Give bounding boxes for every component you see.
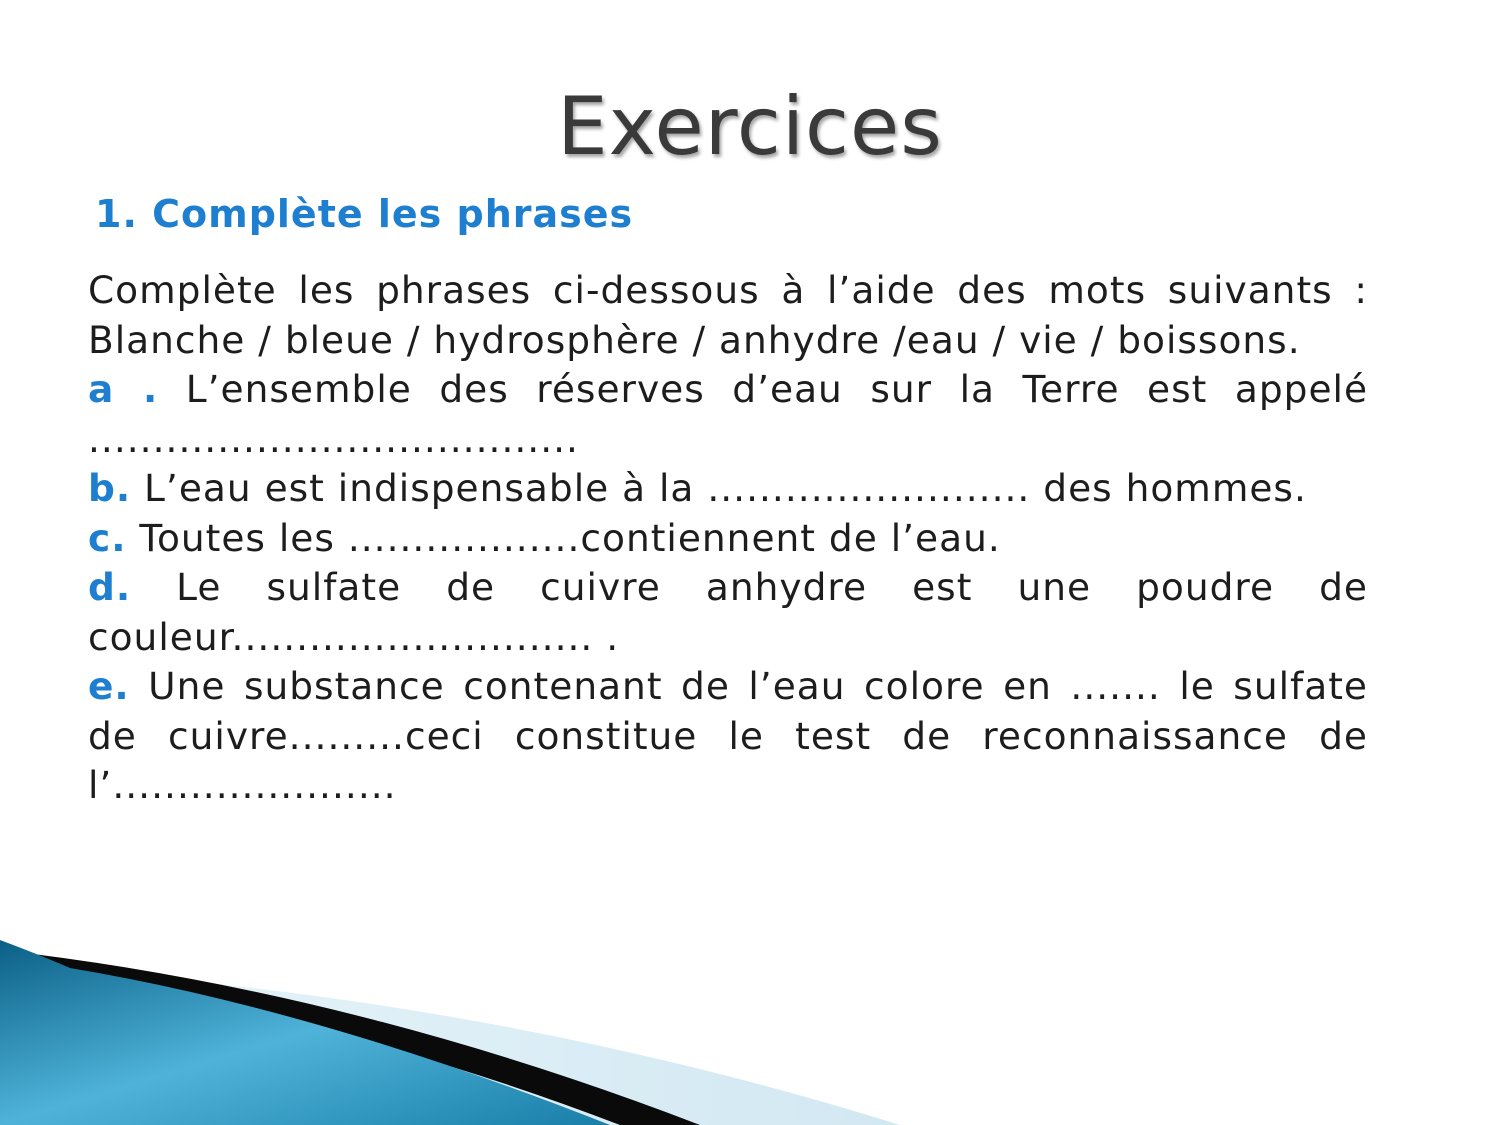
exercise-item-e: [88, 662, 1368, 811]
item-letter-e: e.: [88, 664, 130, 708]
exercise-instruction: Complète les phrases ci-dessous à l’aide des mots suivants : Blanche / bleue / hydrosphère / anhydre /eau / vie / boissons.: [88, 268, 1368, 362]
item-letter-a: a .: [88, 367, 159, 411]
exercise-body: [88, 266, 1368, 811]
item-letter-b: b.: [88, 466, 132, 510]
item-text-e: Une substance contenant de l’eau colore en ....... le sulfate de cuivre.........ceci constitue le test de reconnaissance de l’......................: [88, 664, 1368, 807]
exercise-item-b: [88, 464, 1368, 514]
exercise-item-a: [88, 365, 1368, 464]
item-text-d: Le sulfate de cuivre anhydre est une poudre de couleur............................ .: [88, 565, 1369, 659]
item-letter-d: d.: [88, 565, 132, 609]
exercise-heading: 1. Complète les phrases: [95, 192, 634, 236]
slide-title: Exercices: [557, 80, 943, 173]
exercise-item-d: [88, 563, 1368, 662]
exercise-item-c: [88, 514, 1368, 564]
item-text-c: Toutes les ..................contiennent de l’eau.: [139, 515, 1001, 560]
item-text-a: L’ensemble des réserves d’eau sur la Terre est appelé ......................................: [88, 367, 1369, 461]
item-text-b: L’eau est indispensable à la ......................... des hommes.: [144, 466, 1307, 510]
item-letter-c: c.: [88, 515, 127, 560]
